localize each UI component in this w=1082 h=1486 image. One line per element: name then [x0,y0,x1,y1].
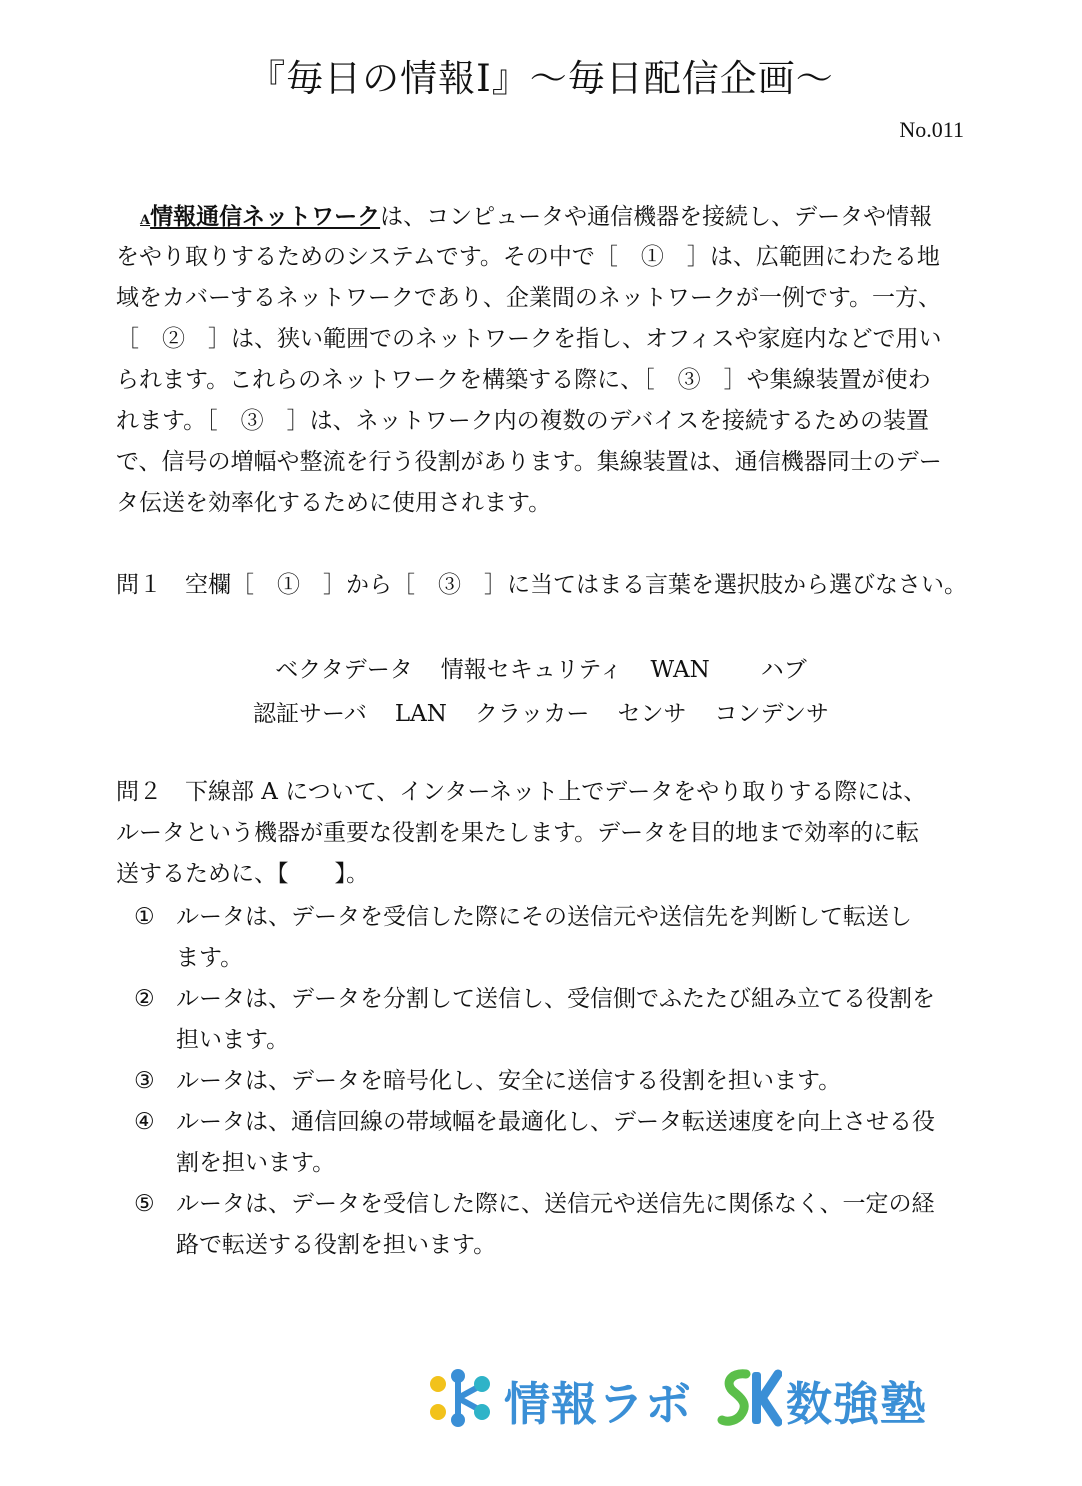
underlined-term: 情報通信ネットワーク [150,203,381,230]
choice-item: ハブ [737,657,807,683]
answer-options [134,897,970,1266]
choice-item: クラッカー [474,701,590,727]
option-number: ⑤ [134,1191,155,1217]
option-number: ③ [134,1068,155,1094]
option-text: 割を担います。 [176,1150,336,1176]
page-title: 『毎日の情報Ⅰ』〜毎日配信企画〜 [248,57,834,100]
passage [116,196,968,524]
option-text: ルータは、データを暗号化し、安全に送信する役割を担います。 [176,1068,842,1094]
document-number: No.011 [899,117,964,142]
passage-line: ［ ② ］は、狭い範囲でのネットワークを指し、オフィスや家庭内などで用い [116,326,942,352]
suken-logo-text: 数強塾 [786,1377,927,1431]
sk-emblem-icon [716,1362,782,1434]
option-text: ルータは、データを分割して送信し、受信側でふたたび組み立てる役割を [176,986,935,1012]
answer-option-1 [134,897,970,979]
choice-item: WAN [650,657,710,683]
option-text: ます。 [176,945,244,971]
choice-item: ベクタデータ [275,657,413,683]
answer-option-5 [134,1184,970,1266]
passage-line: れます。［ ③ ］は、ネットワーク内の複数のデバイスを接続するための装置 [116,408,930,434]
answer-option-4 [134,1102,970,1184]
choice-item: LAN [394,701,447,727]
choice-row-2 [0,692,1082,736]
passage-line: をやり取りするためのシステムです。その中で［ ① ］は、広範囲にわたる地 [116,244,940,270]
choice-item: 情報セキュリティ [440,657,623,683]
answer-option-3 [134,1061,970,1102]
option-text: 担います。 [176,1027,290,1053]
option-text: ルータは、通信回線の帯域幅を最適化し、データ転送速度を向上させる役 [176,1109,935,1135]
suken-logo [716,1362,956,1434]
passage-line: タ伝送を効率化するために使用されます。 [116,490,552,516]
choice-item: コンデンサ [714,701,829,727]
question-2-line: 問２ 下線部 A について、インターネット上でデータをやり取りする際には、 [116,779,927,805]
choice-item: センサ [617,701,687,727]
option-text: ルータは、データを受信した際に、送信元や送信先に関係なく、一定の経 [176,1191,935,1217]
answer-option-2 [134,979,970,1061]
network-dots-icon [424,1362,504,1434]
question-2-line: ルータという機器が重要な役割を果たします。データを目的地まで効率的に転 [116,820,920,846]
passage-text: は、コンピュータや通信機器を接続し、データや情報 [380,204,933,230]
option-text: ルータは、データを受信した際にその送信元や送信先を判断して転送し [176,904,912,930]
joho-lab-logo [424,1362,714,1434]
option-number: ① [134,904,155,930]
underline-marker: A [140,213,151,228]
footer-logos [424,1362,964,1434]
passage-line [116,196,968,237]
choice-item: 認証サーバ [253,701,367,727]
choice-list [0,648,1082,736]
joho-lab-logo-text: 情報ラボ [504,1377,692,1431]
choice-row-1 [0,648,1082,692]
passage-line: 域をカバーするネットワークであり、企業間のネットワークが一例です。一方、 [116,285,942,311]
question-2 [116,772,968,895]
option-number: ② [134,986,155,1012]
passage-line: で、信号の増幅や整流を行う役割があります。集線装置は、通信機器同士のデー [116,449,942,475]
option-number: ④ [134,1109,155,1135]
option-text: 路で転送する役割を担います。 [176,1232,497,1258]
question-1: 問１ 空欄［ ① ］から［ ③ ］に当てはまる言葉を選択肢から選びなさい。 [116,572,967,598]
passage-line: られます。これらのネットワークを構築する際に、［ ③ ］や集線装置が使わ [116,367,931,393]
question-2-line: 送するために、【 】。 [116,861,369,887]
